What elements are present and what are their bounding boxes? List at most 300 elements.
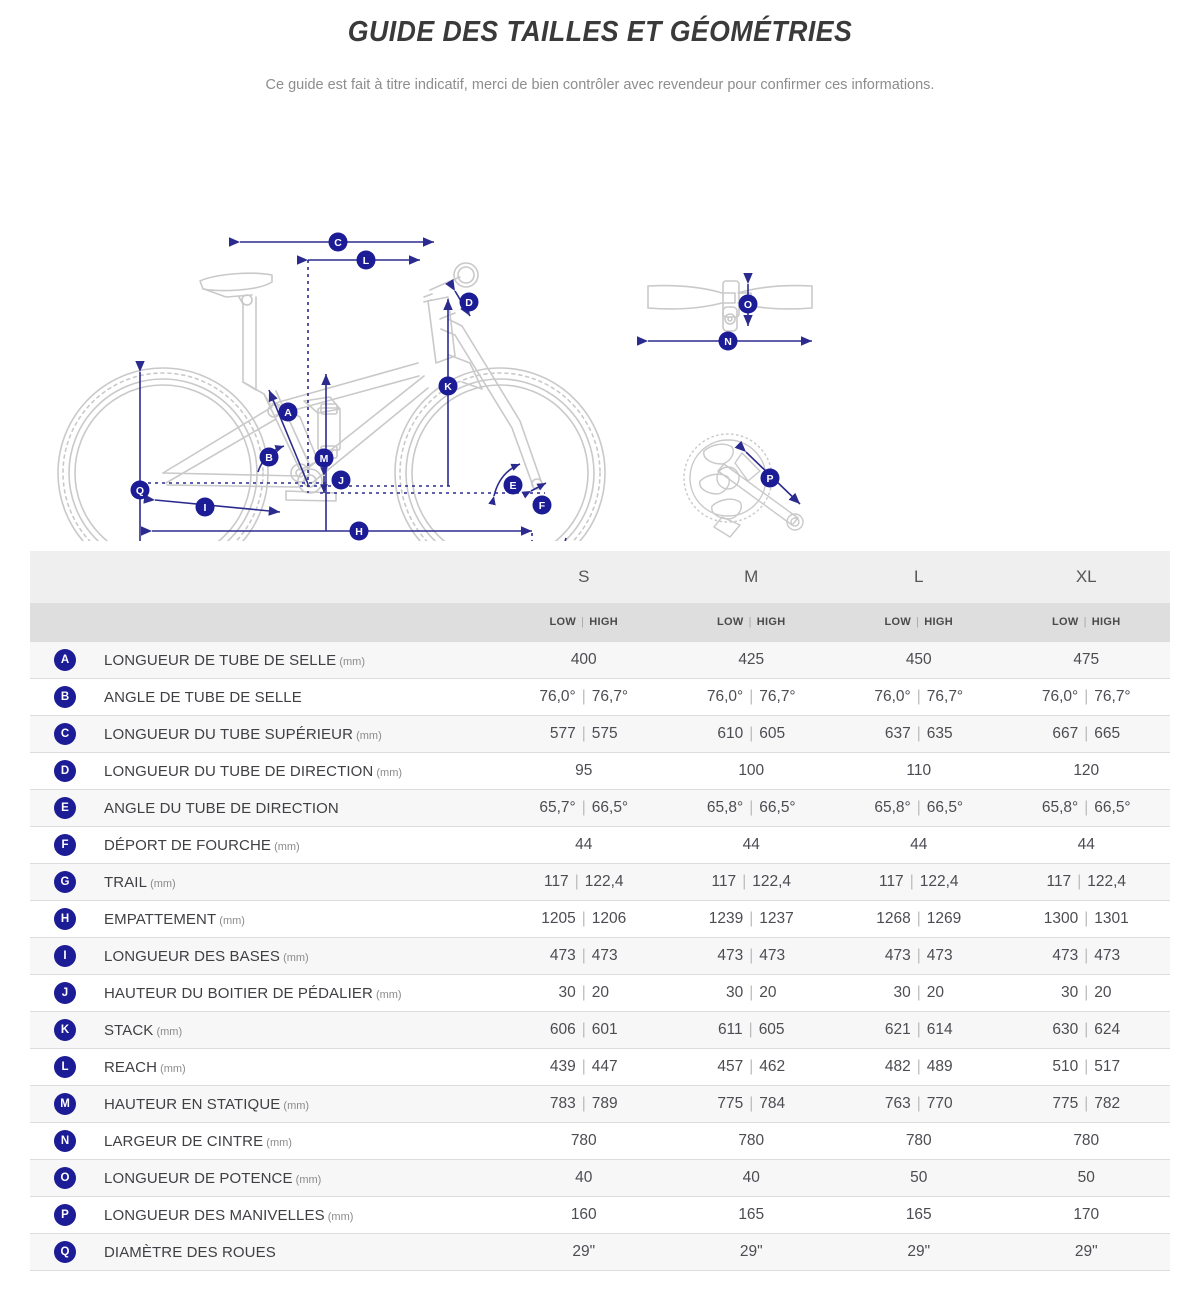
value-high: 473: [1094, 947, 1121, 964]
value-single: 29": [572, 1243, 596, 1260]
value-cell-m: [668, 753, 836, 790]
high-label: HIGH: [756, 616, 786, 628]
value-high: 473: [926, 947, 953, 964]
marker-Q-icon: [131, 481, 150, 500]
value-high: 20: [1094, 984, 1112, 1001]
value-high: 770: [926, 1095, 953, 1112]
size-header-xl: XL: [1003, 551, 1171, 603]
table-row: [30, 790, 1170, 827]
value-cell-l: [835, 1012, 1003, 1049]
value-single: 29": [1074, 1243, 1098, 1260]
value-separator: |: [909, 873, 914, 890]
badge-cell: [30, 901, 100, 938]
value-cell-l: [835, 1234, 1003, 1271]
value-cell-xl: [1003, 1086, 1171, 1123]
value-high: 447: [591, 1058, 618, 1075]
value-high: 66,5°: [591, 799, 629, 816]
value-separator: |: [916, 688, 921, 705]
value-single: 50: [1077, 1169, 1095, 1186]
value-cell-s: [500, 642, 668, 679]
value-low: 65,8°: [874, 799, 911, 816]
value-cell-s: [500, 1123, 668, 1160]
value-separator: |: [1084, 984, 1089, 1001]
measurement-name: DIAMÈTRE DES ROUES: [104, 1243, 276, 1261]
badge-cell: [30, 790, 100, 827]
value-separator: |: [1084, 799, 1089, 816]
value-cell-s: [500, 975, 668, 1012]
value-single: 780: [1073, 1132, 1100, 1149]
value-single: 120: [1073, 762, 1100, 779]
value-single: 160: [570, 1206, 597, 1223]
value-low: 117: [711, 873, 737, 890]
badge-cell: [30, 1086, 100, 1123]
value-single: 44: [742, 836, 760, 853]
badge-cell: [30, 864, 100, 901]
lowhigh-header-l: [835, 603, 1003, 642]
svg-text:C: C: [334, 237, 342, 249]
value-low: 510: [1052, 1058, 1079, 1075]
value-single: 450: [905, 651, 932, 668]
svg-text:E: E: [509, 480, 517, 492]
value-cell-l: [835, 1123, 1003, 1160]
value-cell-m: [668, 1012, 836, 1049]
measurement-label: [100, 1049, 500, 1086]
value-cell-m: [668, 827, 836, 864]
value-cell-l: [835, 790, 1003, 827]
measurement-name: LONGUEUR DE TUBE DE SELLE: [104, 651, 337, 669]
value-high: 517: [1094, 1058, 1121, 1075]
value-cell-s: [500, 1086, 668, 1123]
value-cell-l: [835, 753, 1003, 790]
value-cell-m: [668, 716, 836, 753]
marker-H-icon: [350, 522, 369, 541]
marker-badge-q: Q: [54, 1241, 76, 1263]
measurement-label: [100, 790, 500, 827]
value-high: 66,5°: [1094, 799, 1131, 816]
value-separator: |: [742, 873, 747, 890]
value-cell-l: [835, 938, 1003, 975]
value-low: 457: [717, 1058, 744, 1075]
value-cell-s: [500, 1012, 668, 1049]
value-low: 117: [543, 873, 569, 890]
value-low: 637: [884, 725, 911, 742]
value-high: 1237: [759, 910, 794, 927]
value-single: 29": [907, 1243, 931, 1260]
page-title: GUIDE DES TAILLES ET GÉOMÉTRIES: [347, 16, 853, 48]
value-separator: |: [749, 1095, 754, 1112]
value-cell-s: [500, 1049, 668, 1086]
svg-text:P: P: [766, 473, 774, 485]
crankset-outline: [684, 434, 803, 537]
measurement-unit: (mm): [353, 729, 382, 742]
value-separator: |: [916, 799, 921, 816]
measurement-unit: (mm): [271, 840, 300, 853]
marker-badge-a: A: [54, 649, 76, 671]
value-low: 439: [549, 1058, 576, 1075]
value-single: 95: [575, 762, 593, 779]
svg-text:F: F: [538, 500, 546, 512]
marker-badge-b: B: [54, 686, 76, 708]
value-low: 577: [549, 725, 576, 742]
measurement-label: [100, 827, 500, 864]
value-low: 473: [549, 947, 576, 964]
svg-text:M: M: [319, 453, 329, 465]
table-row: [30, 975, 1170, 1012]
value-low: 610: [717, 725, 744, 742]
label-header-cell: [100, 551, 500, 603]
value-low: 30: [725, 984, 744, 1001]
value-cell-l: [835, 716, 1003, 753]
marker-badge-h: H: [54, 908, 76, 930]
value-high: 489: [926, 1058, 953, 1075]
table-row: [30, 1049, 1170, 1086]
value-cell-s: [500, 790, 668, 827]
value-single: 170: [1073, 1206, 1100, 1223]
measurement-unit: (mm): [372, 988, 402, 1001]
table-row: [30, 1234, 1170, 1271]
table-row: [30, 642, 1170, 679]
value-separator: |: [916, 1021, 921, 1038]
marker-N-icon: [719, 332, 738, 351]
value-separator: |: [581, 725, 586, 742]
value-cell-xl: [1003, 1123, 1171, 1160]
measurement-label: [100, 1012, 500, 1049]
value-cell-m: [668, 975, 836, 1012]
value-low: 65,7°: [539, 799, 576, 816]
measurement-unit: (mm): [280, 951, 309, 964]
value-cell-s: [500, 864, 668, 901]
value-low: 473: [717, 947, 744, 964]
value-high: 76,7°: [926, 688, 964, 705]
value-high: 122,4: [584, 873, 624, 890]
value-separator: |: [916, 947, 921, 964]
value-low: 30: [893, 984, 911, 1001]
value-high: 782: [1094, 1095, 1121, 1112]
value-separator: |: [749, 947, 754, 964]
value-high: 20: [591, 984, 610, 1001]
measurement-label: [100, 1086, 500, 1123]
value-single: 780: [570, 1132, 597, 1149]
marker-E-icon: [504, 476, 523, 495]
lowhigh-header-m: [668, 603, 836, 642]
value-high: 66,5°: [926, 799, 964, 816]
table-row: [30, 901, 1170, 938]
value-cell-xl: [1003, 1160, 1171, 1197]
table-row: [30, 1197, 1170, 1234]
value-separator: |: [581, 984, 586, 1001]
marker-C-icon: [329, 233, 348, 252]
value-separator: |: [581, 688, 586, 705]
value-high: 66,5°: [759, 799, 796, 816]
value-separator: |: [1084, 688, 1089, 705]
marker-K-icon: [439, 377, 458, 396]
measurement-label: [100, 716, 500, 753]
value-cell-xl: [1003, 1197, 1171, 1234]
value-low: 1268: [876, 910, 911, 927]
value-high: 76,7°: [1094, 688, 1131, 705]
value-cell-m: [668, 642, 836, 679]
value-high: 76,7°: [759, 688, 796, 705]
measurement-name: LONGUEUR DES MANIVELLES: [104, 1206, 325, 1224]
value-cell-m: [668, 864, 836, 901]
value-separator: |: [581, 799, 586, 816]
svg-text:I: I: [203, 502, 207, 514]
value-high: 122,4: [1087, 873, 1127, 890]
badge-cell: [30, 938, 100, 975]
marker-P-icon: [761, 469, 780, 488]
value-high: 1206: [591, 910, 627, 927]
value-single: 110: [906, 762, 932, 779]
size-header-s: S: [500, 551, 668, 603]
value-cell-l: [835, 827, 1003, 864]
badge-cell: [30, 827, 100, 864]
value-high: 784: [759, 1095, 786, 1112]
value-cell-xl: [1003, 975, 1171, 1012]
value-high: 473: [591, 947, 618, 964]
lowhigh-separator: |: [581, 616, 585, 628]
marker-D-icon: [460, 293, 479, 312]
badge-cell: [30, 1234, 100, 1271]
value-high: 605: [758, 1021, 785, 1038]
measurement-name: ANGLE DE TUBE DE SELLE: [104, 688, 302, 706]
measurement-name: HAUTEUR DU BOITIER DE PÉDALIER: [104, 984, 373, 1002]
marker-badge-n: N: [54, 1130, 76, 1152]
value-separator: |: [1077, 873, 1082, 890]
value-separator: |: [916, 984, 921, 1001]
value-separator: |: [916, 1095, 921, 1112]
measurement-label: [100, 642, 500, 679]
value-cell-l: [835, 1049, 1003, 1086]
value-separator: |: [581, 947, 586, 964]
value-low: 621: [884, 1021, 911, 1038]
value-cell-s: [500, 679, 668, 716]
value-low: 30: [558, 984, 576, 1001]
size-header-l: L: [835, 551, 1003, 603]
marker-badge-o: O: [54, 1167, 76, 1189]
measurement-unit: (mm): [153, 1025, 183, 1038]
value-high: 76,7°: [591, 688, 629, 705]
marker-J-icon: [332, 471, 351, 490]
value-cell-l: [835, 679, 1003, 716]
value-separator: |: [748, 1021, 753, 1038]
value-single: 44: [575, 836, 593, 853]
high-label: HIGH: [924, 616, 953, 628]
value-high: 624: [1094, 1021, 1121, 1038]
measurement-name: LONGUEUR DE POTENCE: [104, 1169, 293, 1187]
svg-text:A: A: [284, 407, 292, 419]
value-cell-s: [500, 1197, 668, 1234]
value-cell-m: [668, 901, 836, 938]
measurement-label: [100, 679, 500, 716]
value-single: 40: [742, 1169, 760, 1186]
value-high: 614: [926, 1021, 953, 1038]
value-single: 475: [1073, 651, 1100, 668]
value-cell-s: [500, 753, 668, 790]
marker-badge-k: K: [54, 1019, 76, 1041]
value-high: 20: [926, 984, 945, 1001]
value-separator: |: [581, 910, 586, 927]
badge-cell: [30, 1012, 100, 1049]
value-low: 775: [717, 1095, 744, 1112]
marker-A-icon: [279, 403, 298, 422]
measurement-unit: (mm): [336, 655, 366, 668]
value-cell-xl: [1003, 642, 1171, 679]
value-cell-xl: [1003, 790, 1171, 827]
value-separator: |: [581, 1021, 586, 1038]
value-low: 30: [1060, 984, 1079, 1001]
measurement-unit: (mm): [373, 766, 403, 779]
value-high: 473: [759, 947, 786, 964]
geometry-table: [30, 551, 1170, 1271]
value-high: 605: [759, 725, 786, 742]
low-label: LOW: [884, 616, 912, 628]
page-subtitle: Ce guide est fait à titre indicatif, merci de bien contrôler avec revendeur pour confirmer ces informations.: [265, 77, 935, 93]
value-cell-xl: [1003, 1234, 1171, 1271]
value-high: 122,4: [919, 873, 959, 890]
value-single: 780: [905, 1132, 932, 1149]
value-cell-m: [668, 1049, 836, 1086]
badge-cell: [30, 679, 100, 716]
value-single: 400: [570, 651, 597, 668]
value-cell-m: [668, 938, 836, 975]
measurement-name: DÉPORT DE FOURCHE: [104, 836, 272, 854]
marker-I-icon: [196, 498, 215, 517]
value-low: 117: [878, 873, 904, 890]
value-low: 783: [549, 1095, 576, 1112]
measurement-label: [100, 1234, 500, 1271]
value-low: 667: [1052, 725, 1079, 742]
value-low: 611: [717, 1021, 743, 1038]
value-cell-xl: [1003, 864, 1171, 901]
measurement-name: LARGEUR DE CINTRE: [104, 1132, 264, 1150]
marker-badge-i: I: [54, 945, 76, 967]
handlebar-top-view-outline: [648, 281, 812, 331]
value-high: 1269: [926, 910, 962, 927]
geometry-diagram: [0, 101, 1200, 541]
marker-badge-m: M: [54, 1093, 76, 1115]
high-label: HIGH: [589, 616, 618, 628]
badge-cell: [30, 1160, 100, 1197]
measurement-label: [100, 753, 500, 790]
value-single: 100: [738, 762, 765, 779]
value-separator: |: [574, 873, 579, 890]
svg-text:Q: Q: [135, 485, 145, 497]
value-separator: |: [916, 910, 921, 927]
table-row: [30, 1012, 1170, 1049]
value-low: 76,0°: [1041, 688, 1079, 705]
value-low: 1205: [541, 910, 576, 927]
value-separator: |: [916, 1058, 921, 1075]
value-low: 473: [884, 947, 911, 964]
measurement-unit: (mm): [280, 1099, 310, 1112]
value-single: 165: [905, 1206, 932, 1223]
table-row: [30, 716, 1170, 753]
value-cell-l: [835, 1086, 1003, 1123]
measurement-unit: (mm): [157, 1062, 186, 1075]
value-high: 462: [759, 1058, 786, 1075]
value-high: 665: [1094, 725, 1121, 742]
measurement-name: HAUTEUR EN STATIQUE: [104, 1095, 281, 1113]
value-low: 1239: [708, 910, 744, 927]
value-cell-s: [500, 827, 668, 864]
value-single: 165: [738, 1206, 765, 1223]
value-low: 65,8°: [1041, 799, 1079, 816]
value-separator: |: [1084, 725, 1089, 742]
high-label: HIGH: [1091, 616, 1121, 628]
value-cell-m: [668, 679, 836, 716]
measurement-unit: (mm): [292, 1173, 322, 1186]
marker-badge-j: J: [54, 982, 76, 1004]
value-low: 763: [884, 1095, 911, 1112]
measurement-unit: (mm): [324, 1210, 354, 1223]
value-cell-m: [668, 790, 836, 827]
value-separator: |: [749, 984, 754, 1001]
value-low: 76,0°: [539, 688, 576, 705]
value-separator: |: [1084, 1058, 1089, 1075]
value-separator: |: [916, 725, 921, 742]
measurement-name: EMPATTEMENT: [104, 910, 217, 928]
measurement-unit: (mm): [147, 877, 176, 890]
svg-text:O: O: [743, 299, 753, 311]
marker-badge-e: E: [54, 797, 76, 819]
marker-badge-l: L: [54, 1056, 76, 1078]
value-single: 44: [910, 836, 928, 853]
value-cell-l: [835, 975, 1003, 1012]
value-cell-l: [835, 1160, 1003, 1197]
badge-cell: [30, 975, 100, 1012]
value-low: 65,8°: [706, 799, 744, 816]
table-row: [30, 864, 1170, 901]
low-label: LOW: [1052, 616, 1079, 628]
measurement-unit: (mm): [263, 1136, 292, 1149]
value-cell-xl: [1003, 901, 1171, 938]
badge-cell: [30, 753, 100, 790]
lowhigh-separator: |: [916, 616, 920, 628]
measurement-label: [100, 864, 500, 901]
value-cell-m: [668, 1086, 836, 1123]
svg-text:D: D: [465, 297, 473, 309]
value-cell-m: [668, 1197, 836, 1234]
table-row: [30, 679, 1170, 716]
value-cell-m: [668, 1160, 836, 1197]
value-cell-s: [500, 1160, 668, 1197]
value-high: 122,4: [752, 873, 792, 890]
lowhigh-header-xl: [1003, 603, 1171, 642]
value-cell-l: [835, 1197, 1003, 1234]
value-cell-xl: [1003, 679, 1171, 716]
measurement-name: ANGLE DU TUBE DE DIRECTION: [104, 799, 339, 817]
table-row: [30, 938, 1170, 975]
svg-text:L: L: [362, 255, 370, 267]
badge-cell: [30, 1123, 100, 1160]
value-high: 789: [591, 1095, 618, 1112]
value-separator: |: [1084, 1095, 1089, 1112]
marker-M-icon: [315, 449, 334, 468]
value-separator: |: [749, 1058, 754, 1075]
svg-text:B: B: [265, 452, 273, 464]
value-separator: |: [749, 799, 754, 816]
lowhigh-separator: |: [1083, 616, 1087, 628]
value-cell-s: [500, 716, 668, 753]
marker-badge-p: P: [54, 1204, 76, 1226]
measurement-label: [100, 1123, 500, 1160]
marker-F-icon: [533, 496, 552, 515]
measurement-label: [100, 1197, 500, 1234]
lowhigh-separator: |: [748, 616, 752, 628]
marker-L-icon: [357, 251, 376, 270]
value-cell-l: [835, 642, 1003, 679]
table-row: [30, 1123, 1170, 1160]
